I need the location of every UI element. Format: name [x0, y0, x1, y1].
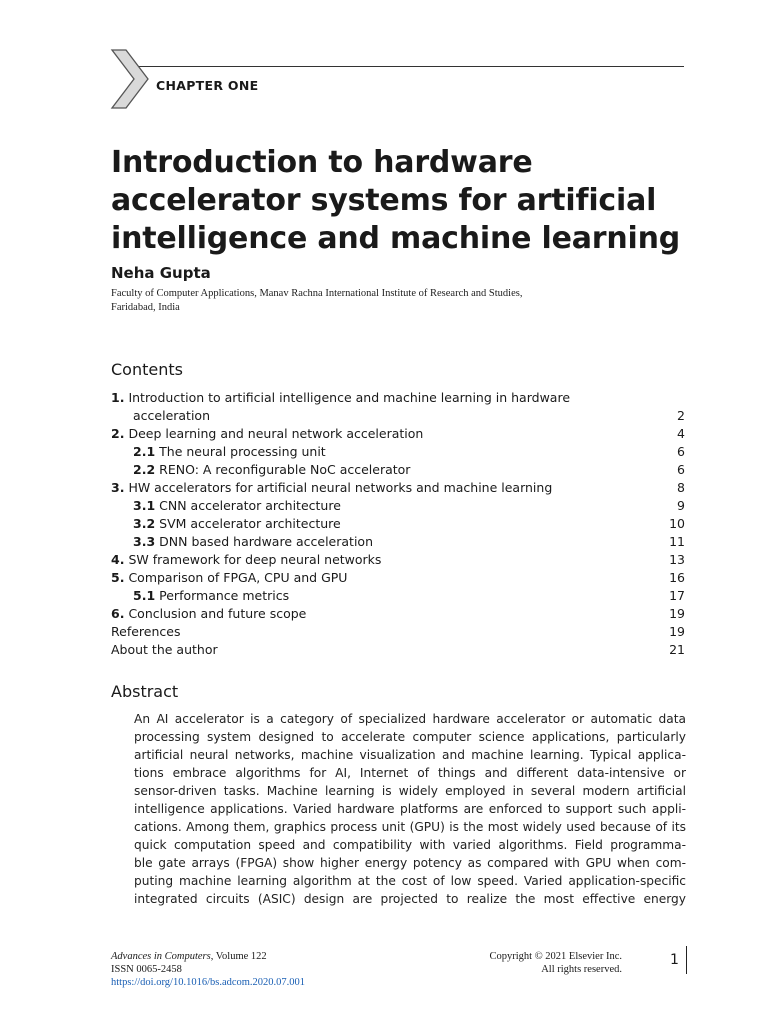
toc-entry[interactable]: [111, 605, 685, 623]
toc-entry-title: HW accelerators for artificial neural networks and machine learning: [128, 480, 553, 495]
page-number-rule: [686, 946, 687, 974]
toc-entry-page: 10: [669, 516, 685, 531]
toc-entry-number: 5.1: [133, 588, 156, 603]
abstract-line: artificial neural networks, machine visualization and machine learning. Typical applica-: [134, 748, 686, 762]
toc-entry-title: SVM accelerator architecture: [159, 516, 341, 531]
title-line: intelligence and machine learning: [111, 221, 681, 256]
toc-entry-title: Deep learning and neural network acceleration: [128, 426, 424, 441]
author-name: Neha Gupta: [111, 264, 211, 282]
toc-entry-page: 21: [669, 642, 685, 657]
toc-entry-title: acceleration: [133, 408, 211, 423]
toc-entry-page: 8: [677, 480, 685, 495]
issn: ISSN 0065-2458: [111, 964, 182, 975]
toc-entry[interactable]: [111, 407, 685, 425]
copyright-text: Copyright © 2021 Elsevier Inc.: [489, 951, 622, 962]
toc-entry[interactable]: [111, 515, 685, 533]
title-line: Introduction to hardware: [111, 145, 533, 180]
toc-entry-page: 9: [677, 498, 685, 513]
abstract-line: quick computation speed and compatibility with varied algorithms. Field programma-: [134, 838, 686, 852]
contents-heading: Contents: [111, 360, 183, 379]
toc-entry-number: 6.: [111, 606, 125, 621]
toc-entry-number: 3.: [111, 480, 125, 495]
toc-entry-title: RENO: A reconfigurable NoC accelerator: [159, 462, 411, 477]
toc-entry[interactable]: [111, 443, 685, 461]
chapter-header-rule: [134, 66, 684, 67]
toc-entry-title: DNN based hardware acceleration: [159, 534, 373, 549]
toc-entry-title: Performance metrics: [159, 588, 290, 603]
affiliation-line: Faridabad, India: [111, 302, 180, 313]
author-affiliation: [111, 287, 671, 315]
toc-entry-number: 2.2: [133, 462, 156, 477]
chapter-title: [111, 144, 731, 258]
toc-entry[interactable]: [111, 461, 685, 479]
toc-entry-page: 2: [677, 408, 685, 423]
toc-entry-page: 6: [677, 444, 685, 459]
footer-copyright: [430, 950, 622, 976]
title-line: accelerator systems for artificial: [111, 183, 657, 218]
doi-link[interactable]: https://doi.org/10.1016/bs.adcom.2020.07.001: [111, 977, 306, 988]
chapter-label: CHAPTER ONE: [156, 78, 259, 93]
abstract-line: ble gate arrays (FPGA) show higher energy potency as compared with GPU when com-: [134, 856, 686, 870]
toc-entry-page: 13: [669, 552, 685, 567]
toc-entry-title: About the author: [111, 642, 218, 657]
toc-entry-page: 19: [669, 624, 685, 639]
abstract-line: tions embrace algorithms for AI, Internet of things and different data-intensive or: [134, 766, 686, 780]
abstract-line: intelligence applications. Varied hardware platforms are enforced to support such appli-: [134, 802, 686, 816]
abstract-line: puting machine learning algorithm at the cost of low speed. Varied application-specific: [134, 874, 686, 888]
toc-entry-title: Conclusion and future scope: [128, 606, 307, 621]
toc-entry-page: 16: [669, 570, 685, 585]
toc-entry-number: 4.: [111, 552, 125, 567]
toc-entry-title: SW framework for deep neural networks: [128, 552, 382, 567]
journal-volume: , Volume 122: [210, 951, 267, 962]
abstract-line: cations. Among them, graphics process unit (GPU) is the most widely used because of its: [134, 820, 686, 834]
toc-entry-title: Comparison of FPGA, CPU and GPU: [128, 570, 348, 585]
toc-entry[interactable]: [111, 425, 685, 443]
table-of-contents: [111, 389, 685, 659]
toc-entry[interactable]: [111, 569, 685, 587]
toc-entry-number: 3.3: [133, 534, 156, 549]
footer-publication-info: [111, 950, 305, 989]
toc-entry-number: 3.2: [133, 516, 156, 531]
toc-entry[interactable]: [111, 389, 685, 407]
rights-text: All rights reserved.: [541, 964, 622, 975]
toc-entry-number: 3.1: [133, 498, 156, 513]
journal-name: Advances in Computers: [111, 951, 211, 962]
toc-entry-number: 2.: [111, 426, 125, 441]
toc-entry-page: 17: [669, 588, 685, 603]
toc-entry[interactable]: [111, 497, 685, 515]
toc-entry-title: CNN accelerator architecture: [159, 498, 341, 513]
abstract-heading: Abstract: [111, 682, 179, 701]
affiliation-line: Faculty of Computer Applications, Manav Rachna International Institute of Research and Studies,: [111, 288, 523, 299]
toc-entry[interactable]: [111, 623, 685, 641]
abstract-line: sensor-driven tasks. Machine learning is widely employed in several modern artificial: [134, 784, 686, 798]
toc-entry-number: 5.: [111, 570, 125, 585]
abstract-line: processing system designed to accelerate computer science applications, particularly: [134, 730, 686, 744]
toc-entry-page: 4: [677, 426, 685, 441]
toc-entry[interactable]: [111, 551, 685, 569]
toc-entry-title: References: [111, 624, 181, 639]
toc-entry-page: 6: [677, 462, 685, 477]
toc-entry-number: 1.: [111, 390, 125, 405]
toc-entry-title: Introduction to artificial intelligence and machine learning in hardware: [128, 390, 571, 405]
abstract-line: integrated circuits (ASIC) design are projected to realize the most effective energy: [134, 892, 686, 906]
toc-entry-number: 2.1: [133, 444, 156, 459]
toc-entry[interactable]: [111, 533, 685, 551]
abstract-body: [134, 710, 686, 908]
toc-entry-title: The neural processing unit: [159, 444, 326, 459]
toc-entry[interactable]: [111, 587, 685, 605]
page-number: 1: [670, 952, 679, 968]
toc-entry-page: 19: [669, 606, 685, 621]
abstract-line: An AI accelerator is a category of specialized hardware accelerator or automatic data: [134, 712, 686, 726]
toc-entry[interactable]: [111, 479, 685, 497]
toc-entry[interactable]: [111, 641, 685, 659]
chapter-chevron-icon: [110, 48, 150, 110]
toc-entry-page: 11: [669, 534, 685, 549]
